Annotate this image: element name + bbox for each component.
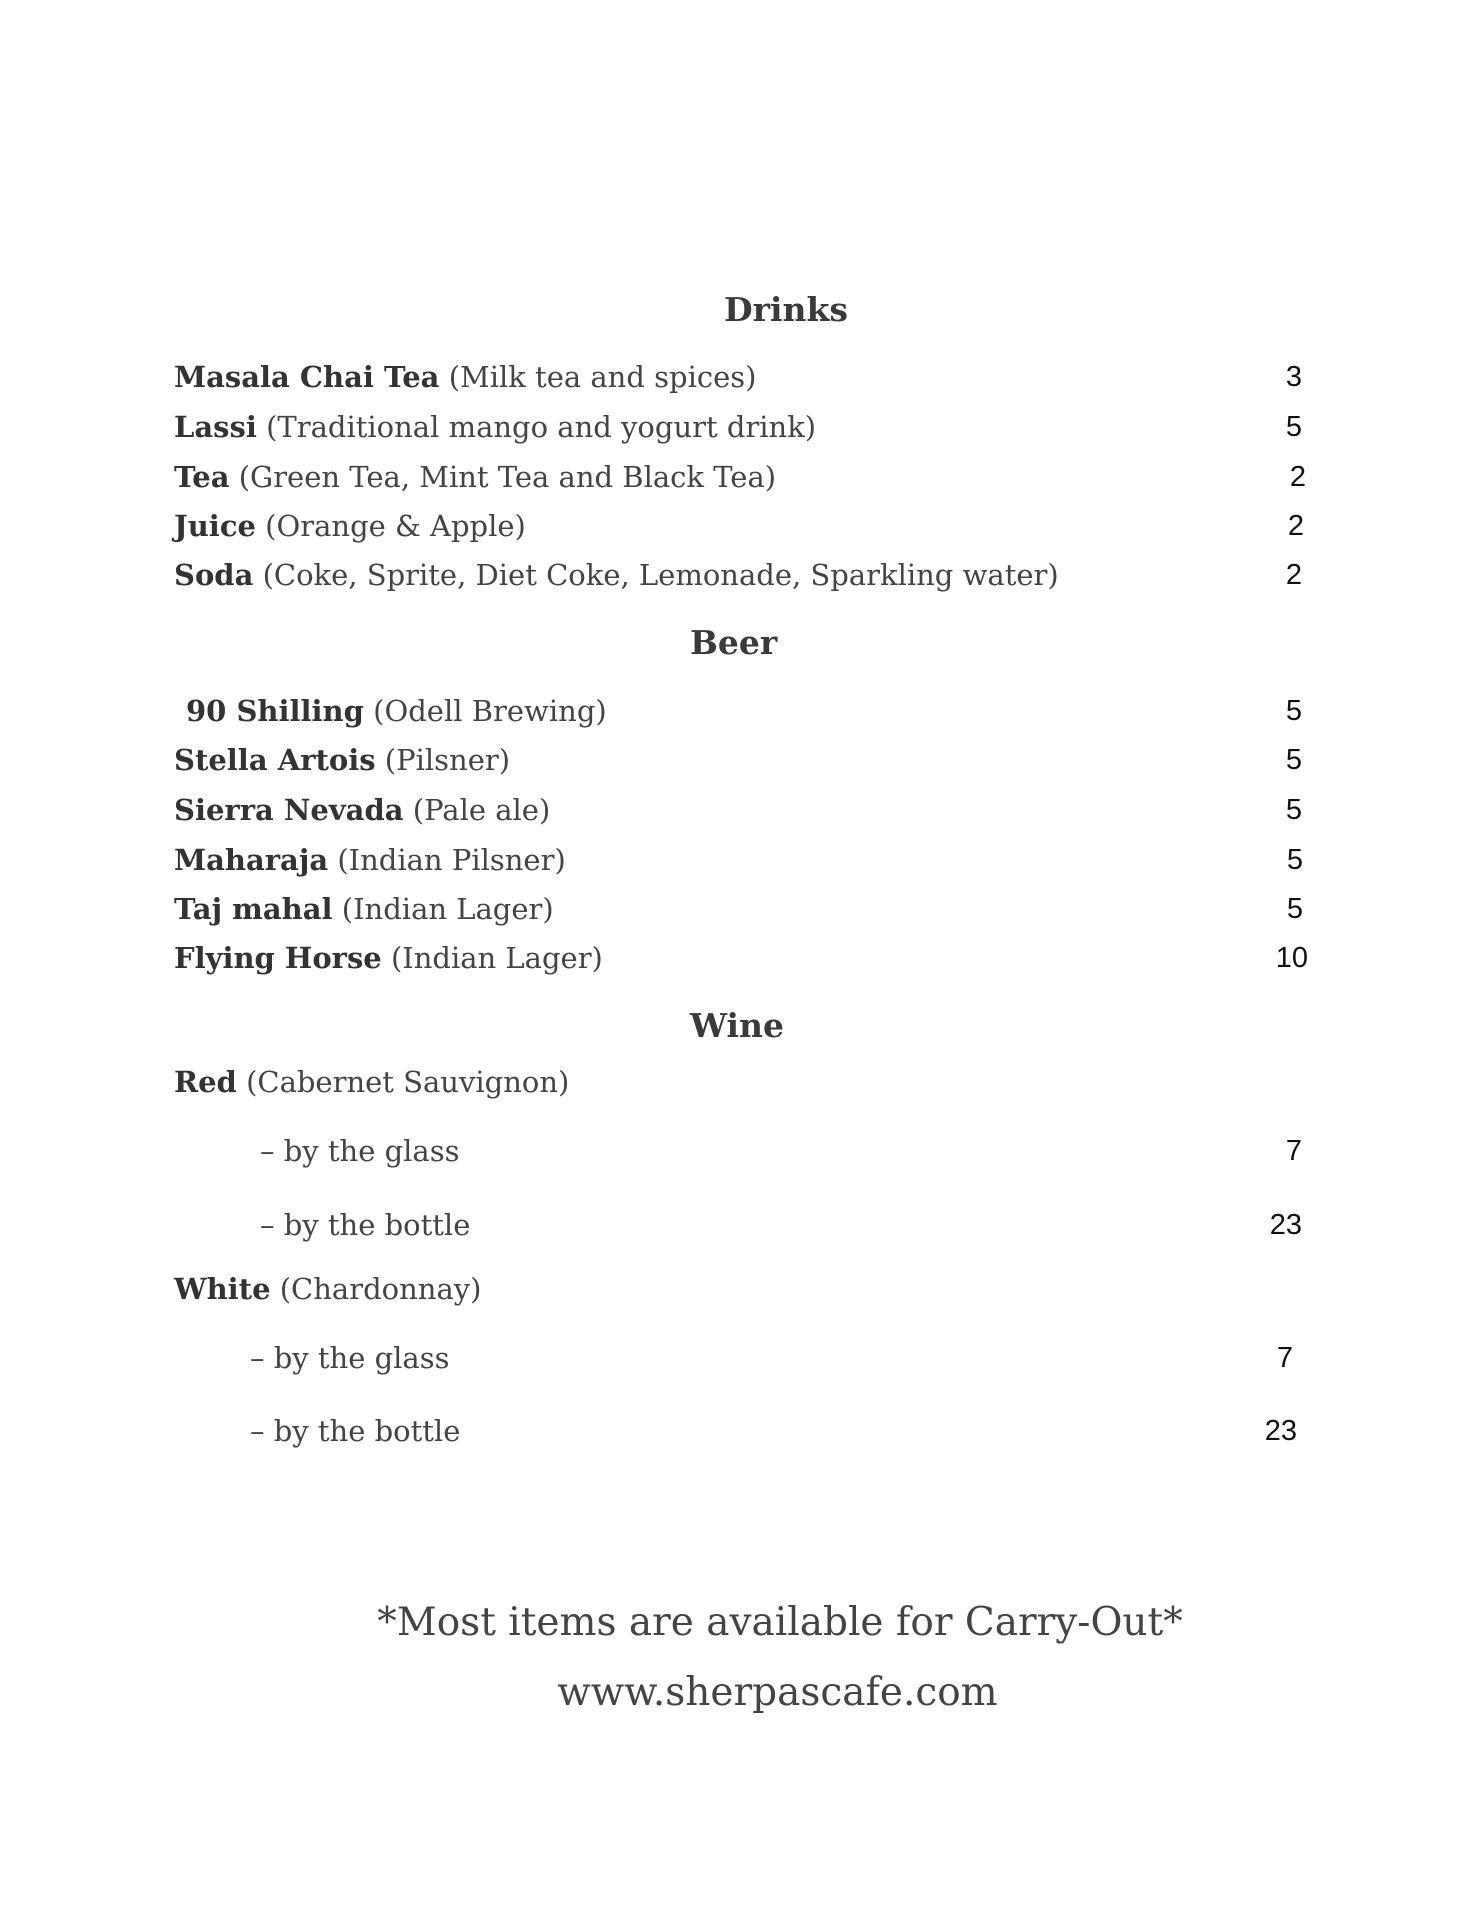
item-price: 5 xyxy=(1285,411,1302,443)
item-name: Sierra Nevada xyxy=(174,793,404,827)
item-description: (Pilsner) xyxy=(384,743,511,777)
item-price: 2 xyxy=(1287,510,1304,542)
menu-item xyxy=(174,359,756,395)
wine-white-glass-price: 7 xyxy=(1276,1342,1293,1374)
menu-item xyxy=(174,409,816,445)
item-name: Lassi xyxy=(174,410,257,444)
wine-white-bottle-label: – by the bottle xyxy=(250,1414,461,1448)
item-price: 10 xyxy=(1275,942,1308,974)
wine-red-glass-label: – by the glass xyxy=(260,1134,460,1168)
menu-item xyxy=(174,742,510,778)
menu-item xyxy=(174,459,776,495)
item-name: Taj mahal xyxy=(174,892,333,926)
menu-item xyxy=(174,940,603,976)
item-price: 3 xyxy=(1285,361,1302,393)
item-name: Maharaja xyxy=(174,843,329,877)
item-price: 5 xyxy=(1285,744,1302,776)
carry-out-note: *Most items are available for Carry-Out* xyxy=(377,1600,1183,1645)
item-price: 5 xyxy=(1286,893,1303,925)
menu-item xyxy=(174,891,554,927)
item-name: Juice xyxy=(174,509,256,543)
item-price: 2 xyxy=(1285,559,1302,591)
menu-item xyxy=(174,842,566,878)
item-name: Red xyxy=(174,1065,237,1099)
item-price: 5 xyxy=(1286,844,1303,876)
item-price: 2 xyxy=(1289,461,1306,493)
item-name: Soda xyxy=(174,558,254,592)
website-link[interactable]: www.sherpascafe.com xyxy=(557,1670,998,1715)
item-name: White xyxy=(174,1272,271,1306)
item-description: (Indian Pilsner) xyxy=(337,843,566,877)
menu-item xyxy=(186,693,607,729)
item-description: (Chardonnay) xyxy=(279,1272,482,1306)
menu-item xyxy=(174,557,1059,593)
wine-item-red xyxy=(174,1064,569,1100)
item-description: (Coke, Sprite, Diet Coke, Lemonade, Sparkling water) xyxy=(262,558,1059,592)
item-name: Flying Horse xyxy=(174,941,382,975)
item-name: Stella Artois xyxy=(174,743,376,777)
item-description: (Traditional mango and yogurt drink) xyxy=(266,410,817,444)
item-description: (Odell Brewing) xyxy=(373,694,607,728)
item-price: 5 xyxy=(1285,695,1302,727)
wine-item-white xyxy=(174,1271,481,1307)
wine-white-glass-label: – by the glass xyxy=(250,1341,450,1375)
item-name: 90 Shilling xyxy=(186,694,364,728)
item-name: Masala Chai Tea xyxy=(174,360,440,394)
item-price: 5 xyxy=(1285,794,1302,826)
item-description: (Indian Lager) xyxy=(341,892,554,926)
wine-white-bottle-price: 23 xyxy=(1264,1415,1297,1447)
item-description: (Pale ale) xyxy=(412,793,551,827)
item-description: (Indian Lager) xyxy=(390,941,603,975)
item-description: (Orange & Apple) xyxy=(265,509,526,543)
wine-red-bottle-label: – by the bottle xyxy=(260,1208,471,1242)
wine-red-glass-price: 7 xyxy=(1285,1135,1302,1167)
item-name: Tea xyxy=(174,460,230,494)
section-title-drinks: Drinks xyxy=(724,290,848,329)
item-description: (Milk tea and spices) xyxy=(448,360,757,394)
menu-item xyxy=(174,508,526,544)
menu-item xyxy=(174,792,550,828)
section-title-beer: Beer xyxy=(690,623,778,662)
section-title-wine: Wine xyxy=(690,1006,785,1045)
item-description: (Green Tea, Mint Tea and Black Tea) xyxy=(238,460,777,494)
wine-red-bottle-price: 23 xyxy=(1269,1209,1302,1241)
item-description: (Cabernet Sauvignon) xyxy=(246,1065,570,1099)
